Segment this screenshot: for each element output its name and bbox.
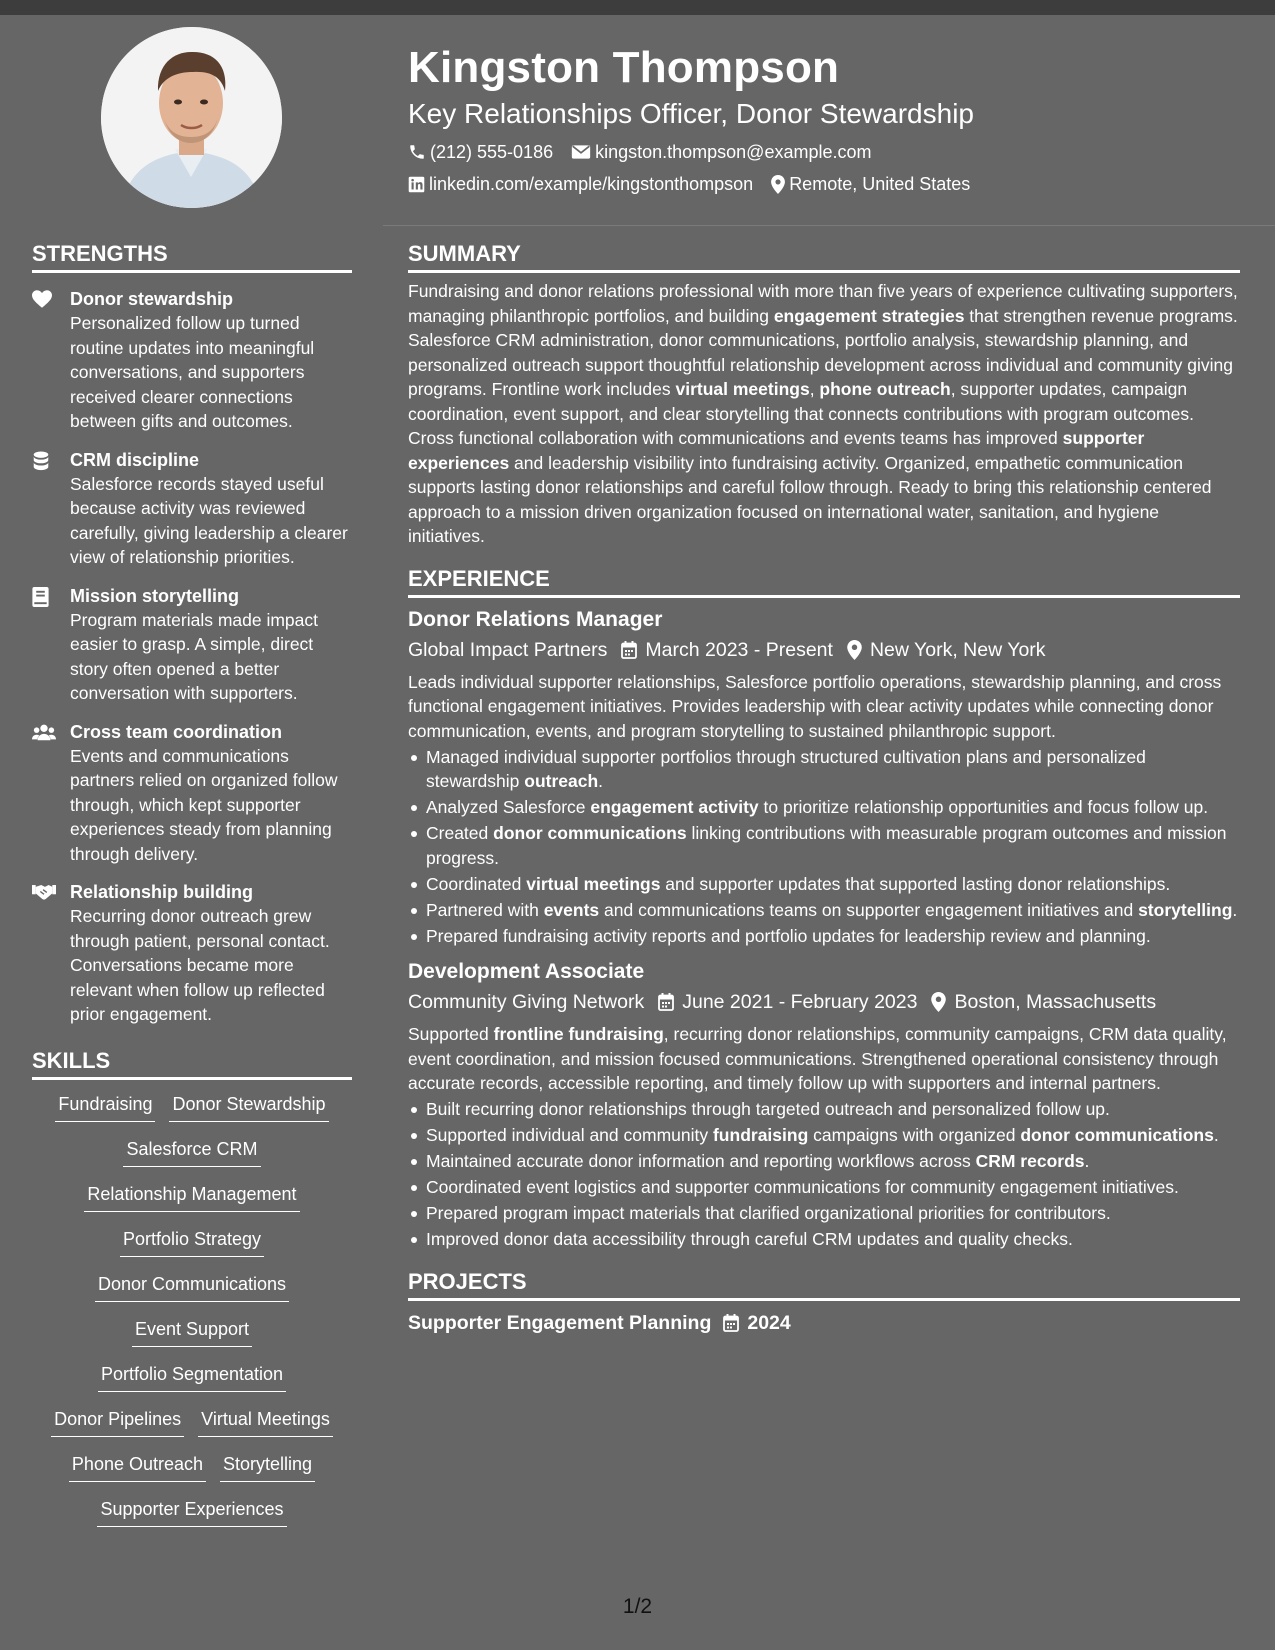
job-location: New York, New York xyxy=(847,636,1046,664)
contact-row-2 xyxy=(408,172,1248,196)
linkedin-icon xyxy=(408,176,425,193)
skill-tag: Salesforce CRM xyxy=(123,1137,260,1167)
bullet-emphasis: storytelling xyxy=(1138,899,1233,920)
projects-heading: PROJECTS xyxy=(408,1268,1240,1301)
strength-title: Donor stewardship xyxy=(70,289,234,309)
phone-text[interactable]: (212) 555-0186 xyxy=(430,142,554,162)
linkedin-link[interactable]: linkedin.com/example/kingstonthompson xyxy=(429,174,754,194)
summary-text: Fundraising and donor relations professional with more than five years of experience cultivating supporters, managing philanthropic portfolios, and building xyxy=(408,281,1238,326)
strength-item xyxy=(32,448,352,570)
phone-icon xyxy=(408,143,426,161)
bullet-emphasis: fundraising xyxy=(712,1125,809,1145)
calendar-icon xyxy=(658,993,674,1011)
bullet-text: Supported individual and community xyxy=(426,1125,713,1145)
skill-row xyxy=(91,1362,293,1407)
candidate-title: Key Relationships Officer, Donor Stewardship xyxy=(408,98,974,129)
skill-tag: Supporter Experiences xyxy=(97,1497,286,1527)
job-description xyxy=(408,670,1240,744)
skill-row xyxy=(90,1497,293,1542)
resume-header xyxy=(408,40,1248,196)
job-meta xyxy=(408,636,1240,664)
strength-title: Mission storytelling xyxy=(70,585,240,606)
bullet-text: and supporter updates that supported lasting donor relationships. xyxy=(660,873,1171,894)
bullet-text: Coordinated event logistics and supporter communications for community engagement initiatives. xyxy=(426,1177,1179,1197)
skill-tag: Event Support xyxy=(132,1317,252,1347)
job-title: Development Associate xyxy=(408,960,645,983)
skill-tag: Phone Outreach xyxy=(69,1452,206,1482)
bullet-item xyxy=(408,745,1240,794)
job-company: Global Impact Partners xyxy=(408,638,608,661)
project-title: Supporter Engagement Planning xyxy=(408,1311,712,1334)
bullet-emphasis: engagement activity xyxy=(590,797,759,817)
skill-tag: Donor Stewardship xyxy=(169,1092,328,1122)
page-indicator: 1/2 xyxy=(622,1595,653,1618)
calendar-icon xyxy=(723,1314,739,1332)
job-dates: June 2021 - February 2023 xyxy=(658,988,917,1016)
bullet-text: Built recurring donor relationships through targeted outreach and personalized follow up. xyxy=(426,1099,1110,1119)
strength-title: CRM discipline xyxy=(70,449,200,470)
users-icon xyxy=(32,723,56,741)
skill-tag: Portfolio Segmentation xyxy=(98,1362,286,1392)
bullet-item xyxy=(408,795,1240,820)
summary-text: , supporter updates, campaign coordination, event support, and clear storytelling that connects contributions with program outcomes. Cross functional collaboration with communications and events teams has improved xyxy=(408,379,1194,448)
summary-text xyxy=(408,279,1240,549)
job-description-emphasis: frontline fundraising xyxy=(493,1024,664,1044)
envelope-icon xyxy=(571,144,591,160)
job-bullets xyxy=(408,1097,1240,1252)
job-title: Donor Relations Manager xyxy=(408,607,663,631)
project-item xyxy=(408,1309,1240,1337)
summary-text: and leadership visibility into fundraising activity. Organized, empathetic communication supports lasting donor relationships and careful follow through. Ready to bring this relationship centered approach to a mission driven organization focused on international water, sanitation, and hygiene initiatives. xyxy=(408,452,1212,546)
bullet-text: Improved donor data accessibility through careful CRM updates and quality checks. xyxy=(426,1229,1073,1249)
book-icon xyxy=(32,587,49,607)
summary-text: , xyxy=(809,379,820,399)
bullet-text: . xyxy=(1213,1125,1219,1145)
strength-item xyxy=(32,584,352,706)
skill-row xyxy=(62,1452,322,1497)
project-date: 2024 xyxy=(747,1311,791,1334)
bullet-text: linking contributions with measurable program outcomes and mission progress. xyxy=(426,823,1227,868)
bullet-item xyxy=(408,1149,1240,1174)
strength-description: Events and communications partners relied on organized follow through, which kept supporter experiences steady from planning through delivery. xyxy=(70,745,338,864)
bullet-text: Prepared fundraising activity reports and portfolio updates for leadership review and planning. xyxy=(426,925,1151,946)
bullet-text: . xyxy=(1232,899,1238,920)
summary-emphasis: virtual meetings xyxy=(675,379,810,399)
database-icon xyxy=(32,451,50,471)
bullet-emphasis: donor communications xyxy=(493,823,687,843)
bullet-item xyxy=(408,1201,1240,1226)
bullet-text: . xyxy=(598,771,604,791)
bullet-emphasis: donor communications xyxy=(1020,1125,1214,1145)
bullet-item xyxy=(408,1227,1240,1252)
bullet-item xyxy=(408,924,1240,949)
job-description-text: Supported xyxy=(408,1024,494,1044)
map-pin-icon xyxy=(931,992,946,1012)
bullet-emphasis: outreach xyxy=(524,771,599,791)
summary-emphasis: supporter experiences xyxy=(408,428,1145,473)
strength-title: Relationship building xyxy=(70,882,253,902)
strength-description: Personalized follow up turned routine updates into meaningful conversations, and supporters received clearer connections between gifts and outcomes. xyxy=(70,313,315,431)
bullet-text: Created xyxy=(426,823,494,843)
strength-item xyxy=(32,720,352,867)
skill-tag: Fundraising xyxy=(55,1092,155,1122)
skill-row xyxy=(44,1407,340,1452)
skill-row xyxy=(113,1227,271,1272)
skills-heading: SKILLS xyxy=(32,1047,352,1080)
bullet-item xyxy=(408,898,1240,923)
header-divider xyxy=(383,225,1275,226)
bullet-emphasis: CRM records xyxy=(975,1151,1085,1171)
bullet-text: Managed individual supporter portfolios through structured cultivation plans and personalized stewardship xyxy=(426,746,1146,791)
calendar-icon xyxy=(621,641,637,659)
bullet-item xyxy=(408,1097,1240,1122)
bullet-text: Prepared program impact materials that clarified organizational priorities for contributors. xyxy=(426,1203,1111,1223)
skill-tag: Storytelling xyxy=(220,1452,315,1482)
strength-title: Cross team coordination xyxy=(70,721,283,742)
job-dates: March 2023 - Present xyxy=(621,636,833,664)
bullet-item xyxy=(408,821,1240,870)
strength-item xyxy=(32,880,352,1027)
job-entry xyxy=(408,606,1240,949)
job-company: Community Giving Network xyxy=(408,991,645,1013)
top-bar xyxy=(0,0,1275,15)
summary-heading: SUMMARY xyxy=(408,240,1240,273)
left-column xyxy=(32,240,352,1542)
bullet-text: Analyzed Salesforce xyxy=(426,797,591,817)
candidate-name: Kingston Thompson xyxy=(408,43,840,92)
summary-emphasis: phone outreach xyxy=(819,379,951,399)
skill-row xyxy=(125,1317,259,1362)
strength-description: Salesforce records stayed useful because activity was reviewed carefully, giving leadership a clearer view of relationship priorities. xyxy=(70,473,348,567)
location-contact xyxy=(771,172,970,196)
summary-text: that strengthen revenue programs. Salesforce CRM administration, donor communications, portfolio analysis, stewardship planning, and personalized outreach support thoughtful relationship development across individual and community giving programs. Frontline work includes xyxy=(408,305,1238,399)
skill-row xyxy=(77,1182,306,1227)
job-entry xyxy=(408,958,1240,1252)
bullet-emphasis: virtual meetings xyxy=(526,873,661,894)
map-pin-icon xyxy=(771,175,785,194)
right-column xyxy=(408,240,1240,1337)
skill-tag: Portfolio Strategy xyxy=(120,1227,264,1257)
skill-tag: Relationship Management xyxy=(84,1182,299,1212)
job-description xyxy=(408,1022,1240,1096)
bullet-text: Maintained accurate donor information and reporting workflows across xyxy=(426,1151,976,1171)
contact-row xyxy=(408,140,1248,164)
bullet-item xyxy=(408,872,1240,897)
strength-description: Program materials made impact easier to grasp. A simple, direct story often opened a better conversation with supporters. xyxy=(70,609,318,703)
skills-list xyxy=(32,1092,352,1542)
job-description-text: Leads individual supporter relationships, Salesforce portfolio operations, stewardship planning, and cross functional engagement initiatives. Provides leadership with clear activity updates while connecting donor communication, events, and program storytelling to sustained philanthropic support. xyxy=(408,671,1222,741)
bullet-emphasis: events xyxy=(543,899,600,920)
email-contact xyxy=(571,140,871,164)
bullet-item xyxy=(408,1123,1240,1148)
job-location: Boston, Massachusetts xyxy=(931,988,1156,1016)
skill-tag: Donor Communications xyxy=(95,1272,289,1302)
strength-item xyxy=(32,287,352,434)
strength-description: Recurring donor outreach grew through patient, personal contact. Conversations became more relevant when follow up reflected prior engagement. xyxy=(70,906,330,1024)
profile-photo xyxy=(101,27,282,208)
skill-row xyxy=(88,1272,296,1317)
bullet-text: and communications teams on supporter engagement initiatives and xyxy=(599,899,1139,920)
strengths-heading: STRENGTHS xyxy=(32,240,352,273)
skill-tag: Donor Pipelines xyxy=(51,1407,184,1437)
job-meta xyxy=(408,988,1240,1016)
job-description-text: , recurring donor relationships, community campaigns, CRM data quality, event coordination, and mission focused communications. Strengthened operational consistency through accurate records, accessible reporting, and timely follow up with supporters and internal partners. xyxy=(408,1024,1227,1093)
bullet-item xyxy=(408,1175,1240,1200)
bullet-text: Partnered with xyxy=(426,899,544,920)
skill-row xyxy=(116,1137,267,1182)
summary-emphasis: engagement strategies xyxy=(773,305,965,326)
email-link[interactable]: kingston.thompson@example.com xyxy=(595,142,872,162)
skill-tag: Virtual Meetings xyxy=(198,1407,333,1437)
bullet-text: Coordinated xyxy=(426,873,527,894)
location-text: Remote, United States xyxy=(789,174,971,194)
bullet-text: to prioritize relationship opportunities and focus follow up. xyxy=(758,797,1209,817)
bullet-text: . xyxy=(1084,1151,1090,1171)
bullet-text: campaigns with organized xyxy=(808,1125,1021,1145)
map-pin-icon xyxy=(847,640,862,660)
phone-contact xyxy=(408,140,553,164)
job-bullets xyxy=(408,745,1240,949)
experience-list xyxy=(408,606,1240,1252)
experience-heading: EXPERIENCE xyxy=(408,565,1240,598)
handshake-icon xyxy=(32,883,56,900)
skill-row xyxy=(48,1092,335,1137)
heart-icon xyxy=(32,290,52,308)
linkedin-contact xyxy=(408,172,753,196)
